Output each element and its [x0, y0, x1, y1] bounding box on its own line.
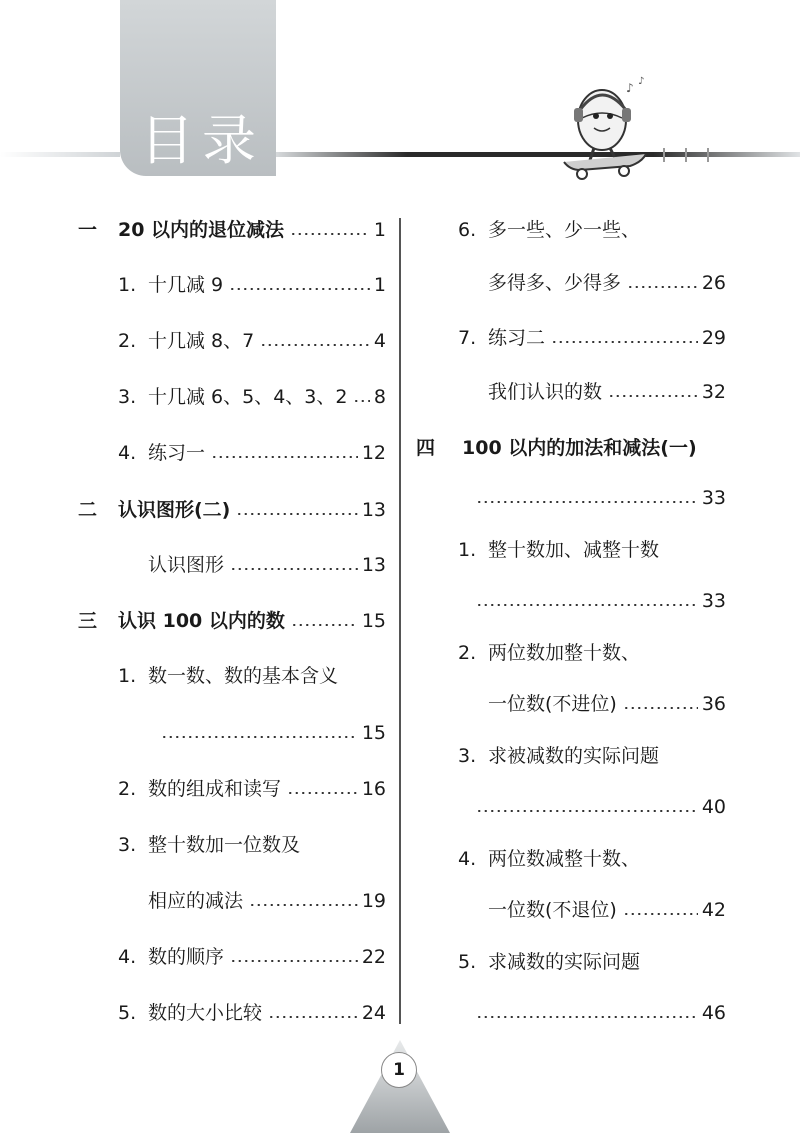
entry-number: 6. [458, 219, 477, 241]
page-ref: 8 [373, 386, 386, 408]
skateboard-mascot-icon [560, 70, 730, 185]
dot-leader [623, 913, 698, 915]
dot-leader [476, 501, 698, 503]
dot-leader [476, 1016, 698, 1018]
entry-label: 两位数减整十数、 [488, 848, 641, 870]
toc-entry[interactable] [458, 839, 726, 879]
page-ref: 46 [701, 1002, 726, 1024]
dot-leader [229, 288, 370, 290]
toc-entry[interactable] [118, 321, 386, 361]
toc-entry[interactable] [488, 263, 726, 303]
toc-entry[interactable] [458, 318, 726, 358]
dot-leader [161, 736, 358, 738]
page-ref: 1 [373, 219, 386, 241]
page-title: 目录 [140, 109, 264, 172]
toc-chapter-entry[interactable] [416, 428, 726, 468]
entry-label: 100 以内的加法和减法(一) [462, 437, 697, 459]
toc-entry[interactable] [458, 633, 726, 673]
dot-leader [608, 395, 698, 397]
entry-number: 3. [118, 834, 137, 856]
entry-label: 十几减 8、7 [148, 330, 255, 352]
entry-label: 相应的减法 [148, 890, 244, 912]
dot-leader [290, 233, 370, 235]
chapter-number: 一 [78, 219, 98, 241]
entry-label: 两位数加整十数、 [488, 642, 641, 664]
entry-number: 5. [118, 1002, 137, 1024]
entry-label: 认识图形 [148, 554, 225, 576]
dot-leader [268, 1016, 358, 1018]
entry-label: 数的组成和读写 [148, 778, 282, 800]
entry-number: 2. [118, 330, 137, 352]
entry-number: 1. [458, 539, 477, 561]
page-ref: 33 [701, 590, 726, 612]
dot-leader [353, 400, 369, 402]
entry-label: 十几减 6、5、4、3、2 [148, 386, 348, 408]
chapter-number: 二 [78, 499, 98, 521]
dot-leader [627, 286, 698, 288]
toc-chapter-entry[interactable] [78, 601, 386, 641]
toc-entry[interactable] [458, 210, 726, 250]
entry-number: 3. [458, 745, 477, 767]
entry-label: 求减数的实际问题 [488, 951, 641, 973]
entry-label: 一位数(不进位) [488, 693, 617, 715]
toc-entry[interactable] [488, 684, 726, 724]
toc-entry[interactable] [470, 581, 726, 621]
entry-label: 十几减 9 [148, 274, 224, 296]
entry-number: 4. [458, 848, 477, 870]
page-ref: 42 [701, 899, 726, 921]
toc-entry[interactable] [148, 881, 386, 921]
dot-leader [623, 707, 698, 709]
entry-label: 多得多、少得多 [488, 272, 622, 294]
page-ref: 15 [361, 722, 386, 744]
dot-leader [551, 341, 698, 343]
entry-label: 一位数(不退位) [488, 899, 617, 921]
page-ref: 24 [361, 1002, 386, 1024]
toc-entry[interactable] [458, 736, 726, 776]
svg-text:♪: ♪ [638, 76, 645, 87]
page-ref: 26 [701, 272, 726, 294]
page-ref: 12 [361, 442, 386, 464]
entry-label: 认识 100 以内的数 [118, 610, 285, 632]
toc-entry[interactable] [488, 372, 726, 412]
entry-number: 2. [458, 642, 477, 664]
entry-number: 2. [118, 778, 137, 800]
page-ref: 4 [373, 330, 386, 352]
entry-label: 我们认识的数 [488, 381, 603, 403]
page-ref: 40 [701, 796, 726, 818]
toc-entry[interactable] [118, 377, 386, 417]
entry-label: 求被减数的实际问题 [488, 745, 660, 767]
toc-entry[interactable] [118, 265, 386, 305]
entry-label: 数的顺序 [148, 946, 225, 968]
toc-entry[interactable] [458, 530, 726, 570]
dot-leader [211, 456, 358, 458]
page-number: 1 [381, 1052, 417, 1088]
page-ref: 36 [701, 693, 726, 715]
entry-label: 数一数、数的基本含义 [148, 665, 339, 687]
entry-number: 4. [118, 946, 137, 968]
column-divider [399, 218, 401, 1024]
entry-number: 7. [458, 327, 477, 349]
toc-entry[interactable] [118, 937, 386, 977]
entry-number: 4. [118, 442, 137, 464]
dot-leader [236, 513, 357, 515]
dot-leader [230, 960, 358, 962]
toc-entry[interactable] [470, 478, 726, 518]
dot-leader [291, 624, 358, 626]
toc-entry[interactable] [118, 433, 386, 473]
dot-leader [476, 810, 698, 812]
toc-entry[interactable] [470, 787, 726, 827]
toc-entry[interactable] [118, 769, 386, 809]
dot-leader [230, 568, 358, 570]
toc-entry[interactable] [458, 942, 726, 982]
page-ref: 19 [361, 890, 386, 912]
page-ref: 33 [701, 487, 726, 509]
dot-leader [249, 904, 358, 906]
toc-chapter-entry[interactable] [78, 210, 386, 250]
entry-label: 多一些、少一些、 [488, 219, 641, 241]
toc-entry[interactable] [118, 993, 386, 1033]
toc-entry[interactable] [470, 993, 726, 1033]
entry-number: 3. [118, 386, 137, 408]
entry-label: 20 以内的退位减法 [118, 219, 285, 241]
header-rule-left [0, 152, 120, 157]
entry-label: 整十数加、减整十数 [488, 539, 660, 561]
toc-entry[interactable] [148, 545, 386, 585]
page-ref: 16 [361, 778, 386, 800]
page-ref: 13 [361, 499, 386, 521]
page-ref: 13 [361, 554, 386, 576]
entry-number: 1. [118, 665, 137, 687]
toc-entry[interactable] [118, 656, 386, 696]
entry-label: 练习一 [148, 442, 206, 464]
page-ref: 15 [361, 610, 386, 632]
toc-entry[interactable] [118, 825, 386, 865]
entry-label: 数的大小比较 [148, 1002, 263, 1024]
page-ref: 29 [701, 327, 726, 349]
page-ref: 32 [701, 381, 726, 403]
svg-text:♪: ♪ [626, 81, 634, 95]
page-ref: 1 [373, 274, 386, 296]
toc-chapter-entry[interactable] [78, 490, 386, 530]
dot-leader [287, 792, 358, 794]
entry-label: 练习二 [488, 327, 546, 349]
chapter-number: 三 [78, 610, 98, 632]
toc-entry[interactable] [488, 890, 726, 930]
entry-label: 认识图形(二) [118, 499, 231, 521]
chapter-number: 四 [416, 437, 436, 459]
page-ref: 22 [361, 946, 386, 968]
dot-leader [260, 344, 370, 346]
entry-number: 1. [118, 274, 137, 296]
entry-number: 5. [458, 951, 477, 973]
entry-label: 整十数加一位数及 [148, 834, 301, 856]
toc-entry[interactable] [155, 713, 386, 753]
dot-leader [476, 604, 698, 606]
